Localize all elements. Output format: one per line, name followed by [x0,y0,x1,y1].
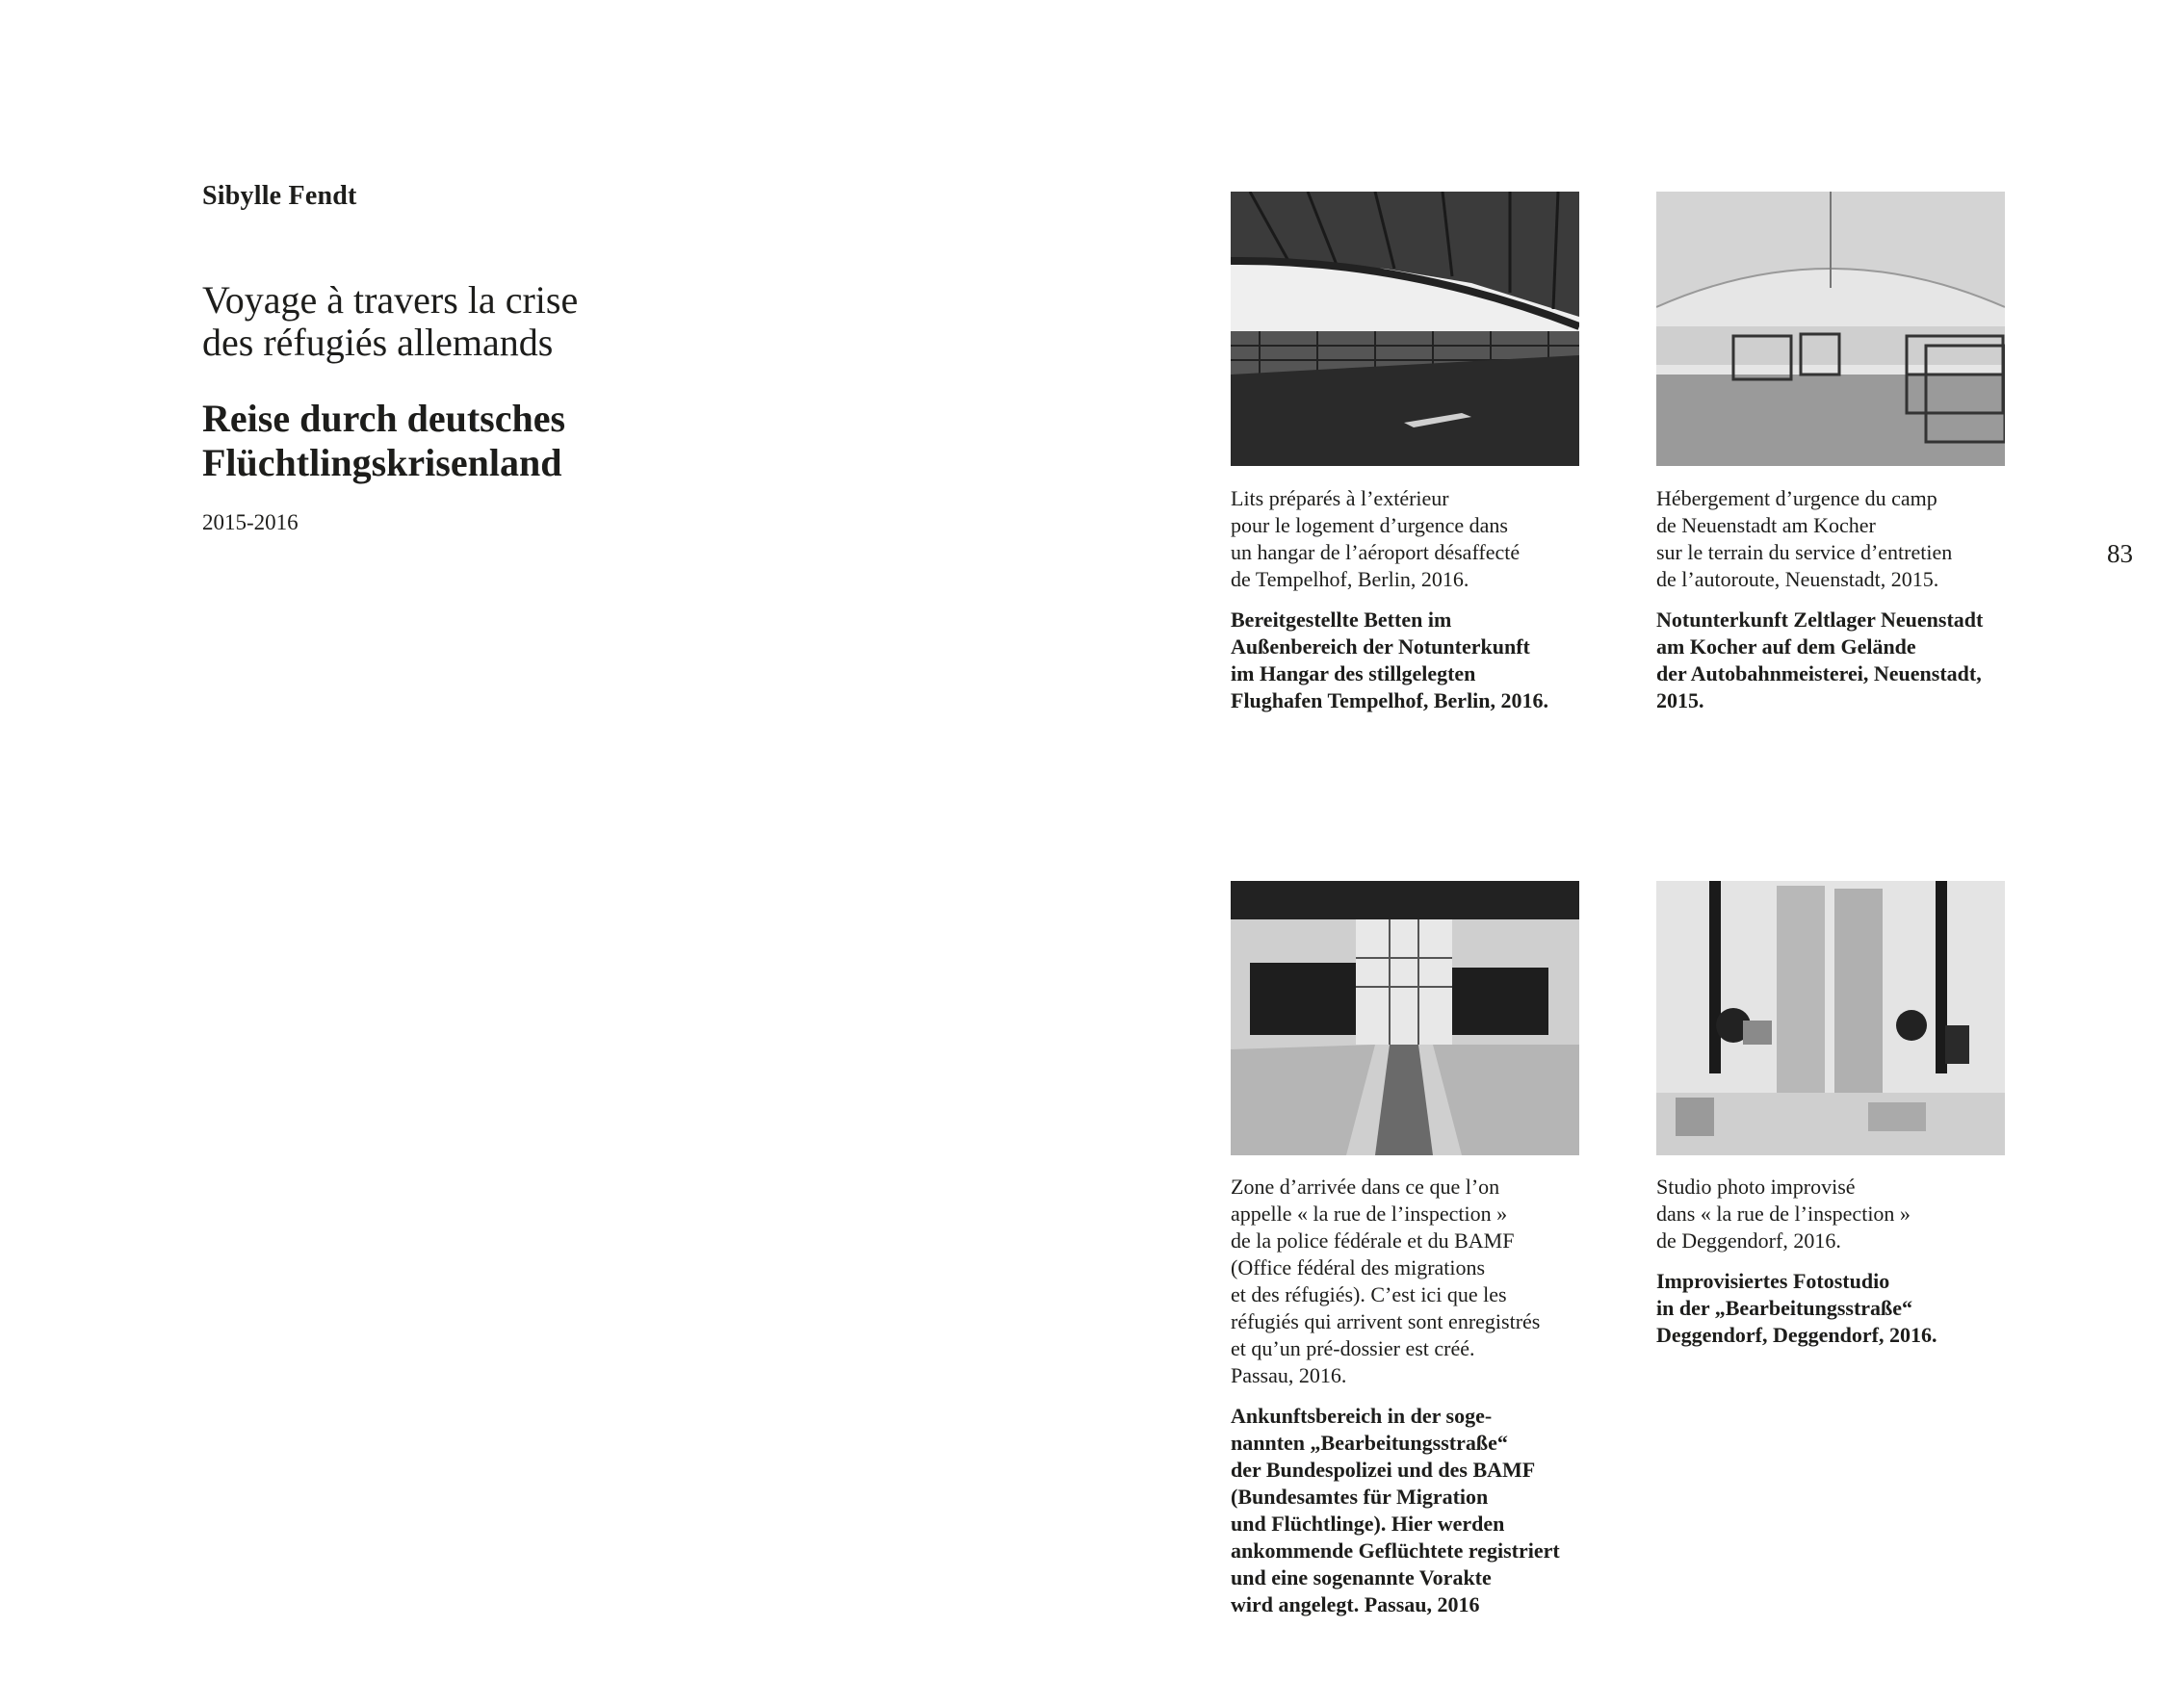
caption-photo-3 [1231,1174,1616,1618]
caption-french: Lits préparés à l’extérieur pour le logement d’urgence dans un hangar de l’aéroport désaffecté de Tempelhof, Berlin, 2016. [1231,486,1521,591]
photo-deggendorf-studio [1656,881,2005,1155]
caption-german: Bereitgestellte Betten im Außenbereich der Notunterkunft im Hangar des stillgelegten Flughafen Tempelhof, Berlin, 2016. [1231,607,1549,712]
caption-photo-4 [1656,1174,2041,1349]
caption-german: Ankunftsbereich in der soge- nannten „Bearbeitungsstraße“ der Bundespolizei und des BAMF (Bundesamtes für Migration und Flüchtlinge). Hier werden ankommende Geflüchtete registriert und eine sogenannte Vorakte wird angelegt. Passau, 2016 [1231,1404,1560,1616]
photo-neuenstadt-tent [1656,192,2005,466]
author-name: Sibylle Fendt [202,181,357,211]
caption-german: Improvisiertes Fotostudio in der „Bearbeitungsstraße“ Deggendorf, Deggendorf, 2016. [1656,1269,1937,1347]
caption-photo-2 [1656,485,2041,714]
title-french: Voyage à travers la crise des réfugiés allemands [202,278,579,364]
caption-french: Zone d’arrivée dans ce que l’on appelle « la rue de l’inspection » de la police fédérale et du BAMF (Office fédéral des migrations et des réfugiés). C’est ici que les réfugiés qui arrivent sont enregistrés et qu’un pré-dossier est créé. Passau, 2016. [1231,1175,1541,1387]
caption-french: Hébergement d’urgence du camp de Neuenstadt am Kocher sur le terrain du service d’entretien de l’autoroute, Neuenstadt, 2015. [1656,486,1953,591]
photo-passau-arrival [1231,881,1579,1155]
page-number: 83 [2107,539,2133,568]
caption-photo-1 [1231,485,1616,714]
caption-german: Notunterkunft Zeltlager Neuenstadt am Kocher auf dem Gelände der Autobahnmeisterei, Neuenstadt, 2015. [1656,607,1984,712]
title-german: Reise durch deutsches Flüchtlingskrisenland [202,397,566,484]
photo-tempelhof-hangar [1231,192,1579,466]
caption-french: Studio photo improvisé dans « la rue de l’inspection » de Deggendorf, 2016. [1656,1175,1911,1253]
date-range: 2015-2016 [202,510,299,534]
